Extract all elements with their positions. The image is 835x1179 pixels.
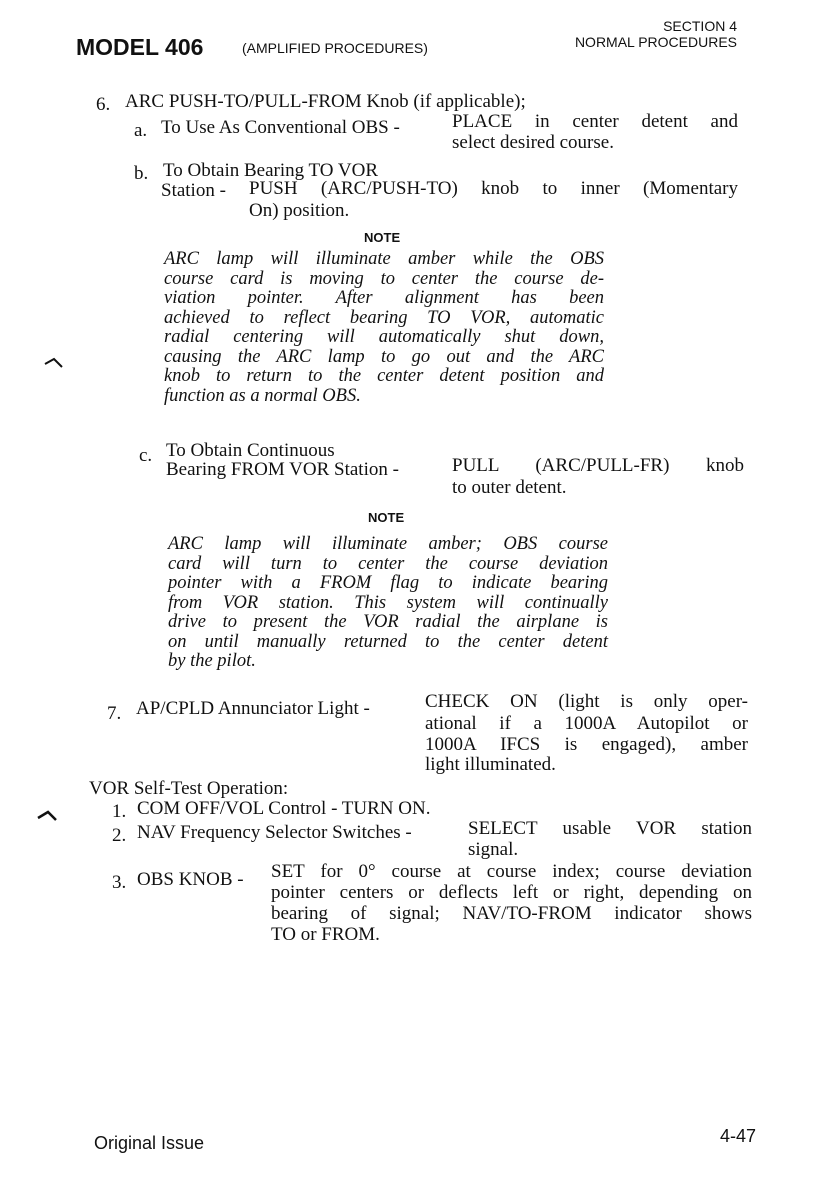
note-body-6b [164,250,604,406]
note-6b-line-6: causing the ARC lamp to go out and the ARC [164,346,604,367]
self-test-step-1-number: 1. [112,801,127,822]
step-6a-action-line-1: PLACE in center detent and [452,111,738,132]
note-6c-line-5: drive to present the VOR radial the airplane is [168,612,608,632]
step-6a-label: To Use As Conventional OBS - [161,117,400,138]
section-number: SECTION 4 [663,18,737,34]
section-title: NORMAL PROCEDURES [574,34,737,50]
step-6a-action-line-2: select desired course. [452,132,614,153]
step-6b-letter: b. [134,163,149,184]
note-body-6c [168,535,608,672]
self-test-step-3-line-4: TO or FROM. [271,924,380,945]
header-subtitle: (AMPLIFIED PROCEDURES) [242,40,428,56]
note-6b-line-4: achieved to reflect bearing TO VOR, automatic [164,307,604,328]
self-test-heading: VOR Self-Test Operation: [89,778,289,799]
note-6b-line-7: knob to return to the center detent position and [164,366,604,386]
note-6c-line-3: pointer with a FROM flag to indicate bearing [168,573,608,593]
step-7-label: AP/CPLD Annunciator Light - [136,698,370,719]
footer-issue: Original Issue [94,1133,205,1153]
step-6b-label-line-2: Station - [161,180,226,201]
note-6b-line-3: viation pointer. After alignment has been [164,288,604,308]
note-6c-line-4: from VOR station. This system will continually [168,592,608,613]
step-6c-label-line-1: To Obtain Continuous [166,440,335,461]
step-6b-action-line-1: PUSH (ARC/PUSH-TO) knob to inner (Momentary [249,178,738,199]
change-bar-mark-2 [36,808,60,824]
step-6b-label-line-1: To Obtain Bearing TO VOR [163,160,379,181]
step-6c-label-line-2: Bearing FROM VOR Station - [166,459,399,480]
self-test-step-3-line-1: SET for 0° course at course index; course deviation [271,861,752,882]
step-7-line-2: ational if a 1000A Autopilot or [425,713,748,734]
self-test-step-3-line-2: pointer centers or deflects left or right, depending on [271,882,752,903]
self-test-step-2-label: NAV Frequency Selector Switches - [137,822,412,843]
self-test-step-1-text: COM OFF/VOL Control - TURN ON. [137,798,431,819]
page-number: 4-47 [719,1126,756,1146]
step-7-number: 7. [107,703,122,724]
note-6b-line-8: function as a normal OBS. [164,385,361,406]
step-6c-action-line-1: PULL (ARC/PULL-FR) knob [452,455,744,476]
note-heading-6b: NOTE [364,230,401,245]
step-6a-letter: a. [134,120,148,141]
note-6c-line-2: card will turn to center the course deviation [168,553,608,574]
step-7-line-1: CHECK ON (light is only oper- [425,691,748,712]
self-test-step-3-line-3: bearing of signal; NAV/TO-FROM indicator shows [271,903,752,924]
note-6b-line-2: course card is moving to center the course de- [164,268,604,289]
step-6c-letter: c. [139,445,153,466]
self-test-step-2-line-2: signal. [468,839,519,860]
note-6c-line-1: ARC lamp will illuminate amber; OBS course [168,534,608,554]
note-heading-6c: NOTE [368,510,405,525]
note-6c-line-7: by the pilot. [168,651,256,671]
self-test-step-2-number: 2. [112,825,127,846]
step-6c-action-line-2: to outer detent. [452,477,567,498]
self-test-step-3-number: 3. [112,872,127,893]
change-bar-mark-1 [43,356,65,370]
step-7-line-4: light illuminated. [425,754,556,775]
note-6b-line-5: radial centering will automatically shut down, [164,327,604,347]
note-6b-line-1: ARC lamp will illuminate amber while the OBS [164,249,604,269]
self-test-step-2-line-1: SELECT usable VOR station [468,818,752,839]
note-6c-line-6: on until manually returned to the center detent [168,631,608,652]
step-6-number: 6. [96,94,111,115]
model-title: MODEL 406 [76,34,204,60]
step-6-title: ARC PUSH-TO/PULL-FROM Knob (if applicable); [125,91,526,112]
step-7-line-3: 1000A IFCS is engaged), amber [425,734,748,755]
step-6b-action-line-2: On) position. [249,200,350,221]
self-test-step-3-label: OBS KNOB - [137,869,244,890]
